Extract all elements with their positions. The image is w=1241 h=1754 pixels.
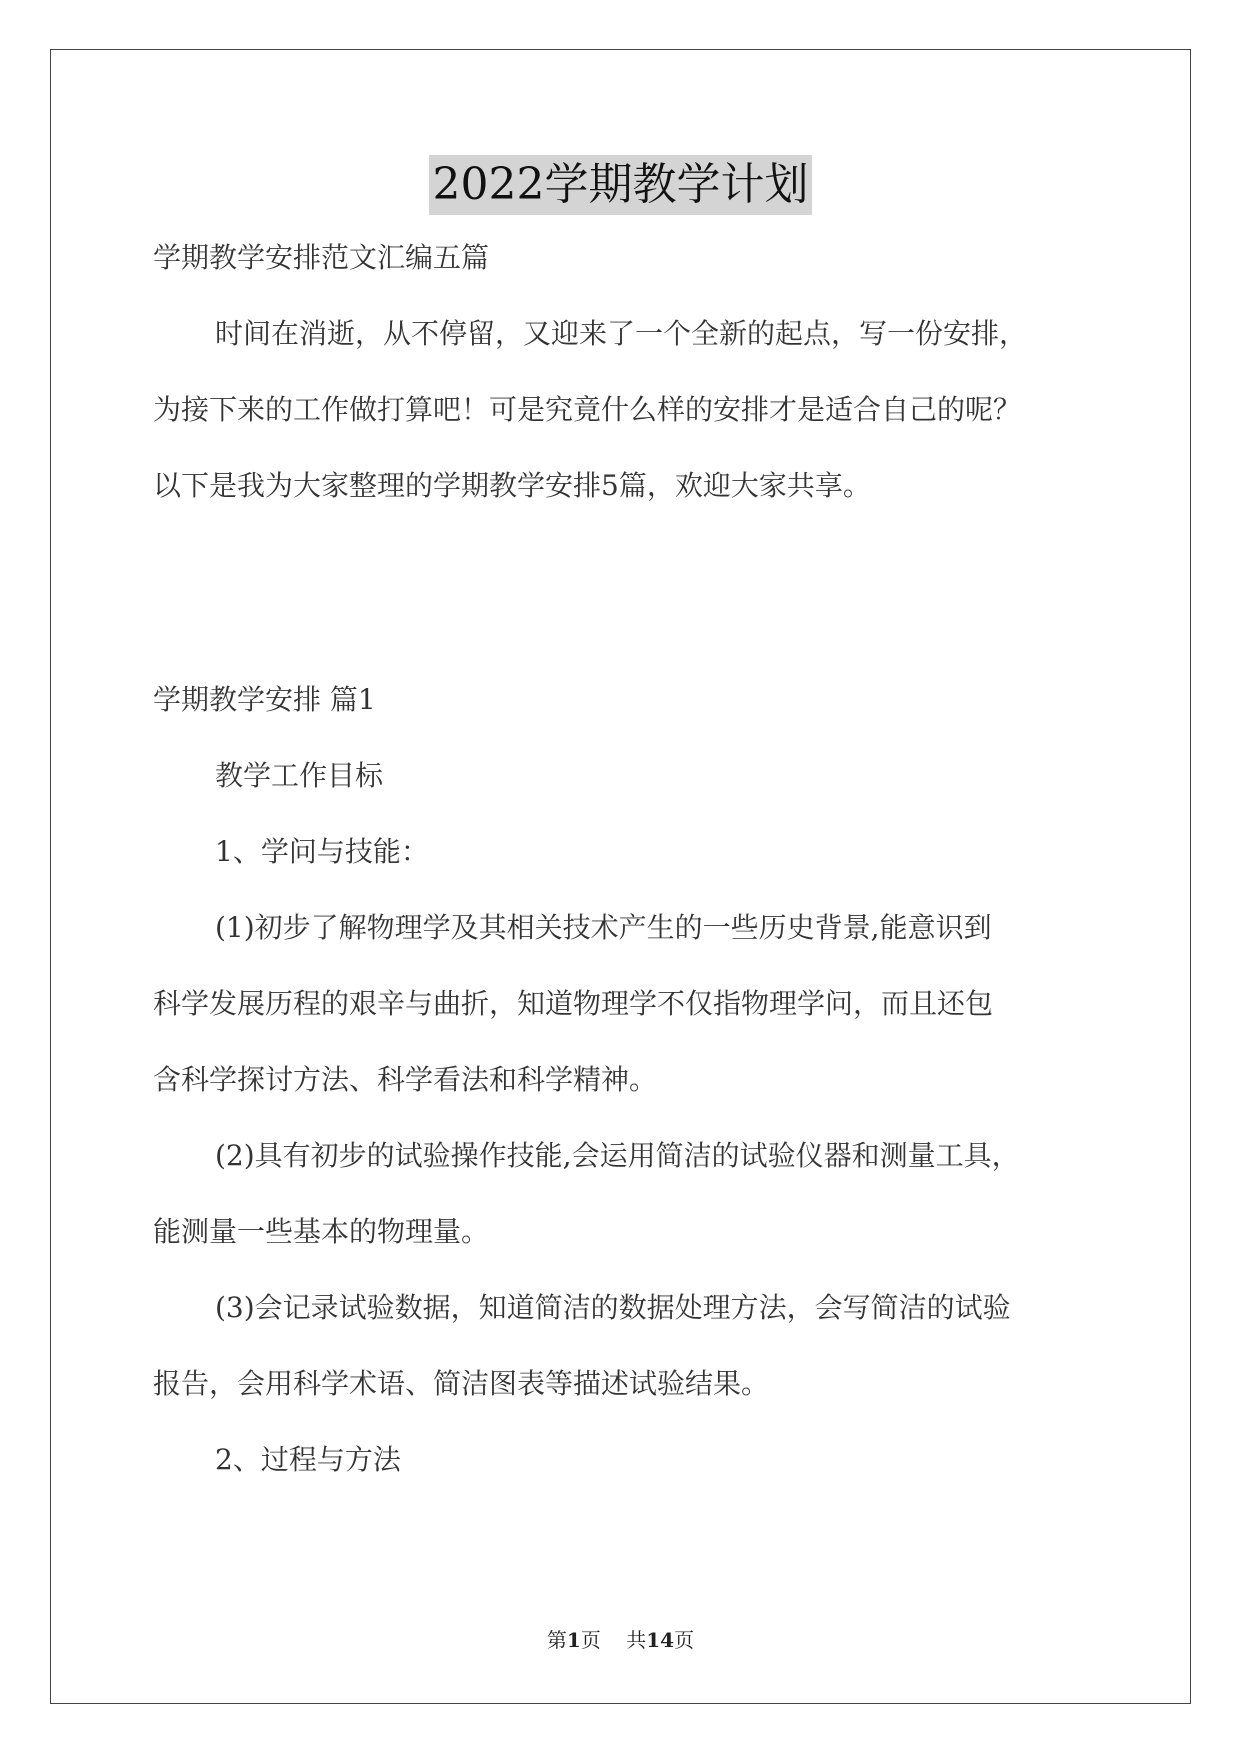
footer-total-prefix: 共	[626, 1628, 647, 1652]
page-footer	[0, 1626, 1241, 1654]
body-line: 1、学问与技能：	[215, 835, 429, 868]
footer-page-suffix: 页	[580, 1628, 601, 1652]
subtitle: 学期教学安排范文汇编五篇	[153, 241, 490, 274]
body-line: (3)会记录试验数据，知道简洁的数据处理方法，会写简洁的试验	[215, 1291, 1011, 1324]
body-line: 2、过程与方法	[215, 1443, 401, 1476]
body-line: (1)初步了解物理学及其相关技术产生的一些历史背景,能意识到	[215, 911, 992, 944]
current-page-number: 1	[566, 1628, 581, 1652]
title-container	[0, 155, 1241, 215]
intro-line: 时间在消逝，从不停留，又迎来了一个全新的起点，写一份安排，	[215, 317, 1028, 350]
footer-total-suffix: 页	[674, 1628, 695, 1652]
total-pages-number: 14	[646, 1628, 675, 1652]
body-line: 含科学探讨方法、科学看法和科学精神。	[153, 1063, 658, 1096]
document-title: 2022学期教学计划	[429, 155, 813, 215]
body-line: 科学发展历程的艰辛与曲折，知道物理学不仅指物理学问，而且还包	[153, 987, 994, 1020]
intro-line: 为接下来的工作做打算吧！可是究竟什么样的安排才是适合自己的呢？	[153, 393, 1022, 426]
body-line: 报告，会用科学术语、简洁图表等描述试验结果。	[153, 1367, 770, 1400]
body-line: (2)具有初步的试验操作技能,会运用简洁的试验仪器和测量工具，	[215, 1139, 1020, 1172]
intro-line: 以下是我为大家整理的学期教学安排5篇，欢迎大家共享。	[153, 469, 871, 502]
footer-prefix: 第	[546, 1628, 567, 1652]
body-line: 教学工作目标	[215, 759, 384, 792]
body-line: 能测量一些基本的物理量。	[153, 1215, 490, 1248]
section-heading: 学期教学安排 篇1	[153, 683, 376, 716]
